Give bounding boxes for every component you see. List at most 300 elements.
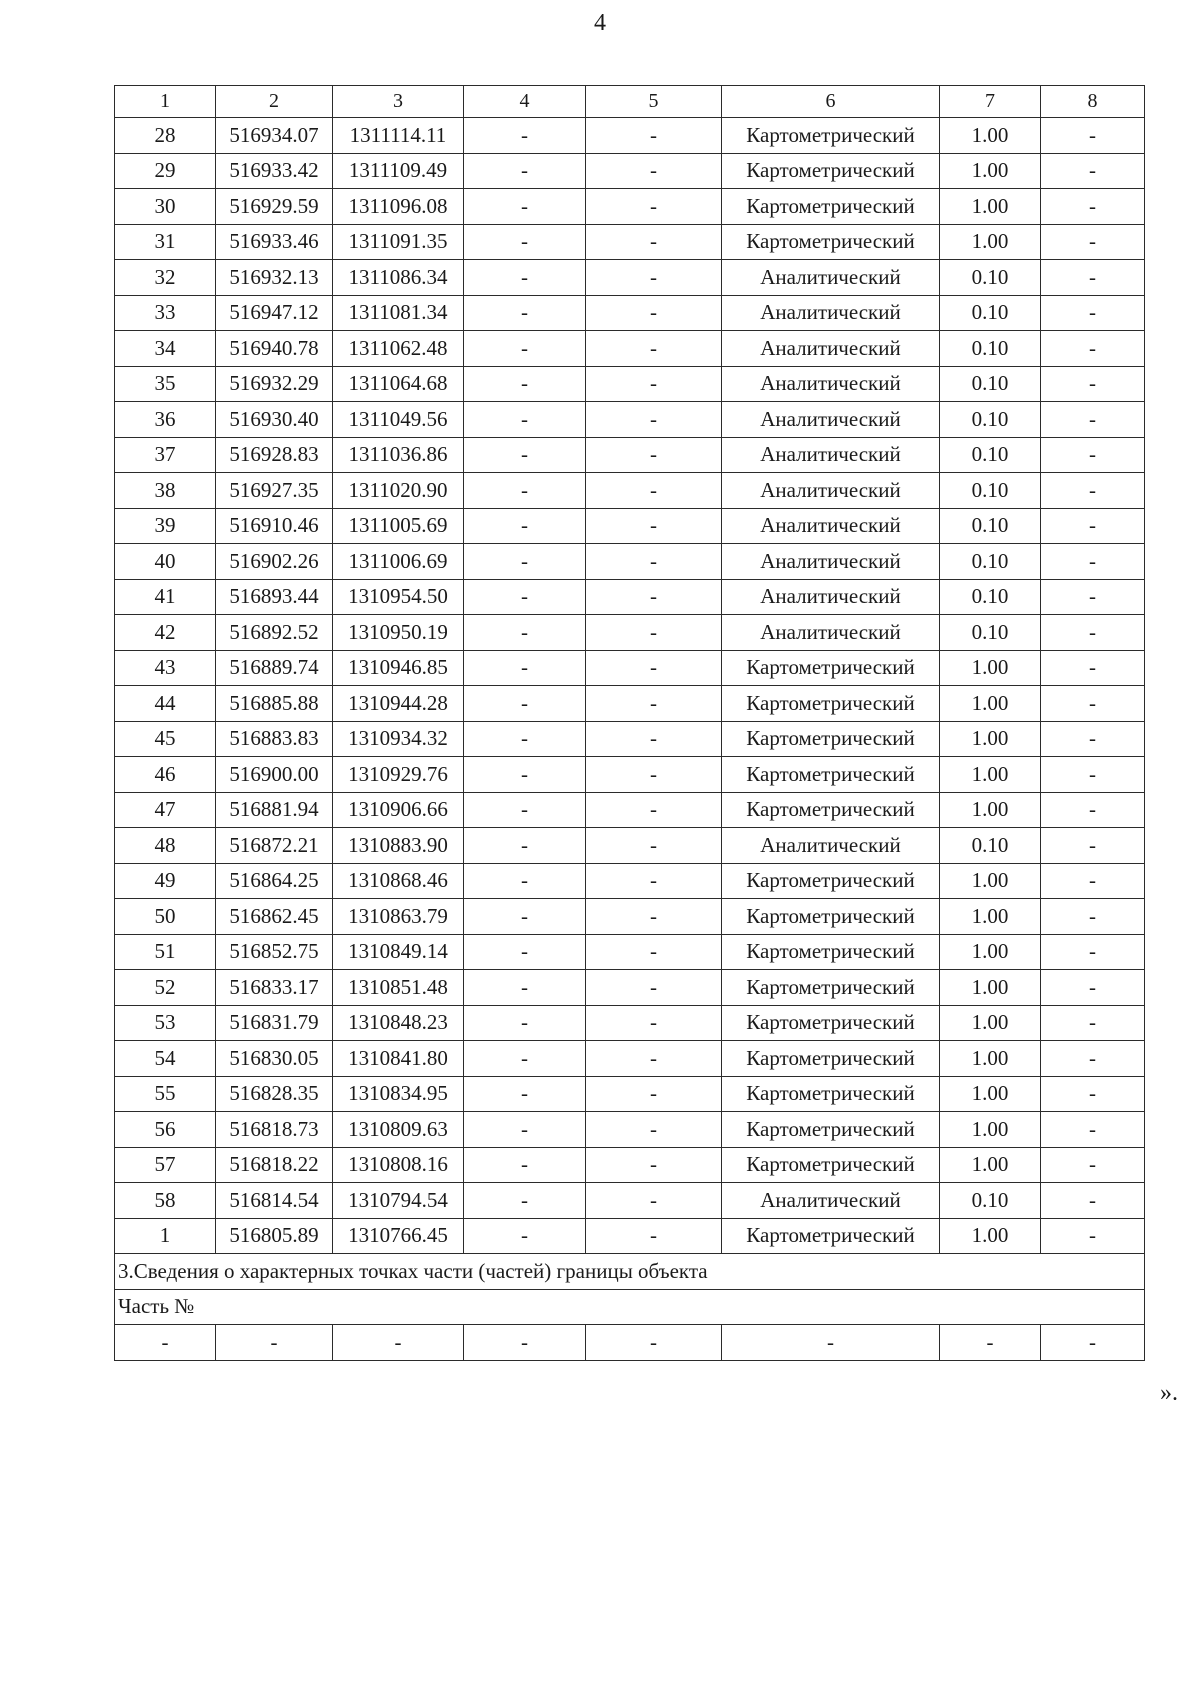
col-5-cell: - bbox=[586, 721, 722, 757]
col-5-cell: - bbox=[586, 899, 722, 935]
coord-x-cell: 516862.45 bbox=[216, 899, 333, 935]
col-5-cell: - bbox=[586, 579, 722, 615]
method-cell: Картометрический bbox=[722, 1041, 940, 1077]
table-row bbox=[115, 757, 1145, 793]
accuracy-cell: 0.10 bbox=[940, 473, 1041, 509]
accuracy-cell: 0.10 bbox=[940, 437, 1041, 473]
accuracy-cell: 0.10 bbox=[940, 579, 1041, 615]
accuracy-cell: 0.10 bbox=[940, 615, 1041, 651]
point-number-cell: 46 bbox=[115, 757, 216, 793]
col-4-cell: - bbox=[464, 1112, 586, 1148]
point-number-cell: 53 bbox=[115, 1005, 216, 1041]
column-header: 8 bbox=[1041, 86, 1145, 118]
col-5-cell: - bbox=[586, 1005, 722, 1041]
table-row bbox=[115, 260, 1145, 296]
point-number-cell: 41 bbox=[115, 579, 216, 615]
table-row bbox=[115, 1183, 1145, 1219]
method-cell: Картометрический bbox=[722, 792, 940, 828]
coord-y-cell: 1310934.32 bbox=[333, 721, 464, 757]
col-4-cell: - bbox=[464, 650, 586, 686]
method-cell: Аналитический bbox=[722, 828, 940, 864]
method-cell: Картометрический bbox=[722, 934, 940, 970]
col-5-cell: - bbox=[586, 260, 722, 296]
col-8-cell: - bbox=[1041, 473, 1145, 509]
table-row bbox=[115, 1041, 1145, 1077]
column-header: 6 bbox=[722, 86, 940, 118]
accuracy-cell: 0.10 bbox=[940, 508, 1041, 544]
coord-x-cell: 516892.52 bbox=[216, 615, 333, 651]
closing-quote-mark: ». bbox=[1160, 1380, 1178, 1406]
point-number-cell: 40 bbox=[115, 544, 216, 580]
coord-x-cell: 516929.59 bbox=[216, 189, 333, 225]
col-5-cell: - bbox=[586, 402, 722, 438]
point-number-cell: 50 bbox=[115, 899, 216, 935]
col-5-cell: - bbox=[586, 153, 722, 189]
col-5-cell: - bbox=[586, 1076, 722, 1112]
col-8-cell: - bbox=[1041, 224, 1145, 260]
col-5-cell: - bbox=[586, 224, 722, 260]
accuracy-cell: 0.10 bbox=[940, 366, 1041, 402]
accuracy-cell: 1.00 bbox=[940, 899, 1041, 935]
method-cell: Аналитический bbox=[722, 331, 940, 367]
accuracy-cell: 0.10 bbox=[940, 331, 1041, 367]
col-4-cell: - bbox=[464, 1147, 586, 1183]
coord-x-cell: 516910.46 bbox=[216, 508, 333, 544]
table-row bbox=[115, 118, 1145, 154]
empty-cell: - bbox=[940, 1325, 1041, 1361]
method-cell: Картометрический bbox=[722, 189, 940, 225]
accuracy-cell: 1.00 bbox=[940, 1076, 1041, 1112]
table-row bbox=[115, 473, 1145, 509]
header-row bbox=[115, 86, 1145, 118]
col-5-cell: - bbox=[586, 686, 722, 722]
point-number-cell: 35 bbox=[115, 366, 216, 402]
method-cell: Аналитический bbox=[722, 544, 940, 580]
col-8-cell: - bbox=[1041, 402, 1145, 438]
coord-x-cell: 516872.21 bbox=[216, 828, 333, 864]
col-4-cell: - bbox=[464, 863, 586, 899]
col-4-cell: - bbox=[464, 615, 586, 651]
coord-y-cell: 1311036.86 bbox=[333, 437, 464, 473]
point-number-cell: 32 bbox=[115, 260, 216, 296]
coord-y-cell: 1311062.48 bbox=[333, 331, 464, 367]
column-header: 5 bbox=[586, 86, 722, 118]
col-8-cell: - bbox=[1041, 189, 1145, 225]
coord-x-cell: 516833.17 bbox=[216, 970, 333, 1006]
coord-x-cell: 516933.46 bbox=[216, 224, 333, 260]
coord-y-cell: 1310841.80 bbox=[333, 1041, 464, 1077]
table-row bbox=[115, 863, 1145, 899]
table-row bbox=[115, 189, 1145, 225]
col-4-cell: - bbox=[464, 686, 586, 722]
accuracy-cell: 1.00 bbox=[940, 1218, 1041, 1254]
table-row bbox=[115, 686, 1145, 722]
col-5-cell: - bbox=[586, 331, 722, 367]
col-5-cell: - bbox=[586, 615, 722, 651]
col-4-cell: - bbox=[464, 899, 586, 935]
col-8-cell: - bbox=[1041, 153, 1145, 189]
coord-x-cell: 516934.07 bbox=[216, 118, 333, 154]
col-8-cell: - bbox=[1041, 1076, 1145, 1112]
col-4-cell: - bbox=[464, 1076, 586, 1112]
table-row bbox=[115, 508, 1145, 544]
method-cell: Картометрический bbox=[722, 1076, 940, 1112]
point-number-cell: 39 bbox=[115, 508, 216, 544]
col-8-cell: - bbox=[1041, 615, 1145, 651]
coord-y-cell: 1311114.11 bbox=[333, 118, 464, 154]
coord-y-cell: 1311005.69 bbox=[333, 508, 464, 544]
table-row bbox=[115, 899, 1145, 935]
accuracy-cell: 1.00 bbox=[940, 863, 1041, 899]
col-8-cell: - bbox=[1041, 1041, 1145, 1077]
page-number: 4 bbox=[594, 10, 606, 36]
accuracy-cell: 1.00 bbox=[940, 1147, 1041, 1183]
coord-x-cell: 516818.73 bbox=[216, 1112, 333, 1148]
coord-x-cell: 516830.05 bbox=[216, 1041, 333, 1077]
column-header: 3 bbox=[333, 86, 464, 118]
table-row bbox=[115, 828, 1145, 864]
col-4-cell: - bbox=[464, 579, 586, 615]
col-5-cell: - bbox=[586, 118, 722, 154]
accuracy-cell: 1.00 bbox=[940, 792, 1041, 828]
method-cell: Картометрический bbox=[722, 757, 940, 793]
coord-x-cell: 516932.13 bbox=[216, 260, 333, 296]
coord-x-cell: 516893.44 bbox=[216, 579, 333, 615]
coord-x-cell: 516900.00 bbox=[216, 757, 333, 793]
table-row bbox=[115, 224, 1145, 260]
accuracy-cell: 1.00 bbox=[940, 189, 1041, 225]
col-4-cell: - bbox=[464, 721, 586, 757]
col-4-cell: - bbox=[464, 295, 586, 331]
accuracy-cell: 1.00 bbox=[940, 686, 1041, 722]
coord-y-cell: 1310954.50 bbox=[333, 579, 464, 615]
col-8-cell: - bbox=[1041, 828, 1145, 864]
col-4-cell: - bbox=[464, 437, 586, 473]
table-row bbox=[115, 1076, 1145, 1112]
col-5-cell: - bbox=[586, 792, 722, 828]
coord-y-cell: 1311006.69 bbox=[333, 544, 464, 580]
col-4-cell: - bbox=[464, 402, 586, 438]
point-number-cell: 37 bbox=[115, 437, 216, 473]
accuracy-cell: 1.00 bbox=[940, 970, 1041, 1006]
table-row bbox=[115, 153, 1145, 189]
coord-y-cell: 1310950.19 bbox=[333, 615, 464, 651]
point-number-cell: 58 bbox=[115, 1183, 216, 1219]
accuracy-cell: 0.10 bbox=[940, 828, 1041, 864]
section-title: 3.Сведения о характерных точках части (частей) границы объекта bbox=[115, 1254, 1145, 1290]
col-8-cell: - bbox=[1041, 295, 1145, 331]
accuracy-cell: 1.00 bbox=[940, 757, 1041, 793]
col-5-cell: - bbox=[586, 544, 722, 580]
point-number-cell: 51 bbox=[115, 934, 216, 970]
point-number-cell: 49 bbox=[115, 863, 216, 899]
method-cell: Аналитический bbox=[722, 508, 940, 544]
col-8-cell: - bbox=[1041, 437, 1145, 473]
point-number-cell: 1 bbox=[115, 1218, 216, 1254]
method-cell: Картометрический bbox=[722, 1112, 940, 1148]
empty-cell: - bbox=[333, 1325, 464, 1361]
method-cell: Аналитический bbox=[722, 295, 940, 331]
table-row bbox=[115, 650, 1145, 686]
col-8-cell: - bbox=[1041, 721, 1145, 757]
method-cell: Картометрический bbox=[722, 970, 940, 1006]
coord-x-cell: 516928.83 bbox=[216, 437, 333, 473]
coord-y-cell: 1310809.63 bbox=[333, 1112, 464, 1148]
accuracy-cell: 0.10 bbox=[940, 1183, 1041, 1219]
col-5-cell: - bbox=[586, 189, 722, 225]
empty-cell: - bbox=[216, 1325, 333, 1361]
col-8-cell: - bbox=[1041, 863, 1145, 899]
table-row bbox=[115, 402, 1145, 438]
col-8-cell: - bbox=[1041, 118, 1145, 154]
column-header: 7 bbox=[940, 86, 1041, 118]
coord-x-cell: 516927.35 bbox=[216, 473, 333, 509]
point-number-cell: 45 bbox=[115, 721, 216, 757]
col-5-cell: - bbox=[586, 295, 722, 331]
point-number-cell: 44 bbox=[115, 686, 216, 722]
coord-y-cell: 1310794.54 bbox=[333, 1183, 464, 1219]
col-4-cell: - bbox=[464, 828, 586, 864]
point-number-cell: 36 bbox=[115, 402, 216, 438]
table-row bbox=[115, 721, 1145, 757]
point-number-cell: 43 bbox=[115, 650, 216, 686]
coord-x-cell: 516940.78 bbox=[216, 331, 333, 367]
method-cell: Аналитический bbox=[722, 579, 940, 615]
method-cell: Аналитический bbox=[722, 473, 940, 509]
col-5-cell: - bbox=[586, 828, 722, 864]
accuracy-cell: 0.10 bbox=[940, 544, 1041, 580]
table-row bbox=[115, 366, 1145, 402]
coord-y-cell: 1310929.76 bbox=[333, 757, 464, 793]
col-4-cell: - bbox=[464, 970, 586, 1006]
method-cell: Картометрический bbox=[722, 118, 940, 154]
accuracy-cell: 0.10 bbox=[940, 295, 1041, 331]
col-4-cell: - bbox=[464, 544, 586, 580]
col-8-cell: - bbox=[1041, 1112, 1145, 1148]
coord-x-cell: 516852.75 bbox=[216, 934, 333, 970]
method-cell: Картометрический bbox=[722, 686, 940, 722]
col-4-cell: - bbox=[464, 189, 586, 225]
col-5-cell: - bbox=[586, 757, 722, 793]
col-4-cell: - bbox=[464, 1041, 586, 1077]
coord-x-cell: 516889.74 bbox=[216, 650, 333, 686]
accuracy-cell: 1.00 bbox=[940, 1005, 1041, 1041]
col-8-cell: - bbox=[1041, 650, 1145, 686]
coord-y-cell: 1310834.95 bbox=[333, 1076, 464, 1112]
col-8-cell: - bbox=[1041, 934, 1145, 970]
empty-part-row bbox=[115, 1325, 1145, 1361]
part-label-row bbox=[115, 1289, 1145, 1325]
table-row bbox=[115, 792, 1145, 828]
accuracy-cell: 1.00 bbox=[940, 1112, 1041, 1148]
coord-y-cell: 1310863.79 bbox=[333, 899, 464, 935]
coord-x-cell: 516864.25 bbox=[216, 863, 333, 899]
point-number-cell: 34 bbox=[115, 331, 216, 367]
table-row bbox=[115, 970, 1145, 1006]
col-4-cell: - bbox=[464, 792, 586, 828]
method-cell: Аналитический bbox=[722, 1183, 940, 1219]
col-8-cell: - bbox=[1041, 970, 1145, 1006]
column-header: 2 bbox=[216, 86, 333, 118]
coord-x-cell: 516930.40 bbox=[216, 402, 333, 438]
coord-y-cell: 1310849.14 bbox=[333, 934, 464, 970]
table-row bbox=[115, 295, 1145, 331]
col-5-cell: - bbox=[586, 1147, 722, 1183]
point-number-cell: 42 bbox=[115, 615, 216, 651]
point-number-cell: 47 bbox=[115, 792, 216, 828]
col-8-cell: - bbox=[1041, 366, 1145, 402]
point-number-cell: 33 bbox=[115, 295, 216, 331]
coord-y-cell: 1310848.23 bbox=[333, 1005, 464, 1041]
point-number-cell: 56 bbox=[115, 1112, 216, 1148]
coord-y-cell: 1310946.85 bbox=[333, 650, 464, 686]
method-cell: Картометрический bbox=[722, 899, 940, 935]
accuracy-cell: 1.00 bbox=[940, 153, 1041, 189]
coord-x-cell: 516881.94 bbox=[216, 792, 333, 828]
table-row bbox=[115, 1218, 1145, 1254]
empty-cell: - bbox=[464, 1325, 586, 1361]
coord-x-cell: 516805.89 bbox=[216, 1218, 333, 1254]
method-cell: Картометрический bbox=[722, 1147, 940, 1183]
accuracy-cell: 1.00 bbox=[940, 224, 1041, 260]
col-4-cell: - bbox=[464, 260, 586, 296]
coord-y-cell: 1311064.68 bbox=[333, 366, 464, 402]
empty-cell: - bbox=[115, 1325, 216, 1361]
col-5-cell: - bbox=[586, 1218, 722, 1254]
col-8-cell: - bbox=[1041, 757, 1145, 793]
point-number-cell: 52 bbox=[115, 970, 216, 1006]
col-4-cell: - bbox=[464, 224, 586, 260]
method-cell: Картометрический bbox=[722, 1005, 940, 1041]
point-number-cell: 38 bbox=[115, 473, 216, 509]
coord-y-cell: 1310808.16 bbox=[333, 1147, 464, 1183]
col-8-cell: - bbox=[1041, 260, 1145, 296]
coord-y-cell: 1310851.48 bbox=[333, 970, 464, 1006]
coord-y-cell: 1310944.28 bbox=[333, 686, 464, 722]
col-4-cell: - bbox=[464, 118, 586, 154]
col-5-cell: - bbox=[586, 508, 722, 544]
method-cell: Картометрический bbox=[722, 650, 940, 686]
col-8-cell: - bbox=[1041, 544, 1145, 580]
point-number-cell: 55 bbox=[115, 1076, 216, 1112]
accuracy-cell: 1.00 bbox=[940, 118, 1041, 154]
coord-x-cell: 516828.35 bbox=[216, 1076, 333, 1112]
column-header: 4 bbox=[464, 86, 586, 118]
point-number-cell: 28 bbox=[115, 118, 216, 154]
col-5-cell: - bbox=[586, 1183, 722, 1219]
empty-cell: - bbox=[586, 1325, 722, 1361]
coord-y-cell: 1311081.34 bbox=[333, 295, 464, 331]
col-4-cell: - bbox=[464, 934, 586, 970]
method-cell: Аналитический bbox=[722, 366, 940, 402]
coord-x-cell: 516902.26 bbox=[216, 544, 333, 580]
coord-x-cell: 516814.54 bbox=[216, 1183, 333, 1219]
col-4-cell: - bbox=[464, 1005, 586, 1041]
col-5-cell: - bbox=[586, 970, 722, 1006]
table-body bbox=[115, 86, 1145, 1361]
method-cell: Аналитический bbox=[722, 260, 940, 296]
col-4-cell: - bbox=[464, 757, 586, 793]
coord-x-cell: 516932.29 bbox=[216, 366, 333, 402]
table-row bbox=[115, 544, 1145, 580]
col-4-cell: - bbox=[464, 366, 586, 402]
coord-x-cell: 516947.12 bbox=[216, 295, 333, 331]
table-row bbox=[115, 437, 1145, 473]
col-8-cell: - bbox=[1041, 331, 1145, 367]
table-row bbox=[115, 615, 1145, 651]
point-number-cell: 57 bbox=[115, 1147, 216, 1183]
empty-cell: - bbox=[1041, 1325, 1145, 1361]
col-8-cell: - bbox=[1041, 899, 1145, 935]
col-5-cell: - bbox=[586, 1041, 722, 1077]
coord-x-cell: 516933.42 bbox=[216, 153, 333, 189]
point-number-cell: 29 bbox=[115, 153, 216, 189]
col-4-cell: - bbox=[464, 153, 586, 189]
coord-y-cell: 1310883.90 bbox=[333, 828, 464, 864]
accuracy-cell: 1.00 bbox=[940, 650, 1041, 686]
coord-y-cell: 1311091.35 bbox=[333, 224, 464, 260]
col-5-cell: - bbox=[586, 650, 722, 686]
point-number-cell: 30 bbox=[115, 189, 216, 225]
point-number-cell: 31 bbox=[115, 224, 216, 260]
method-cell: Картометрический bbox=[722, 863, 940, 899]
col-4-cell: - bbox=[464, 1218, 586, 1254]
col-5-cell: - bbox=[586, 437, 722, 473]
col-4-cell: - bbox=[464, 473, 586, 509]
table-row bbox=[115, 331, 1145, 367]
col-8-cell: - bbox=[1041, 792, 1145, 828]
method-cell: Картометрический bbox=[722, 153, 940, 189]
col-5-cell: - bbox=[586, 1112, 722, 1148]
col-8-cell: - bbox=[1041, 579, 1145, 615]
method-cell: Аналитический bbox=[722, 402, 940, 438]
coord-y-cell: 1310766.45 bbox=[333, 1218, 464, 1254]
point-number-cell: 48 bbox=[115, 828, 216, 864]
coord-x-cell: 516831.79 bbox=[216, 1005, 333, 1041]
method-cell: Аналитический bbox=[722, 615, 940, 651]
coord-y-cell: 1311096.08 bbox=[333, 189, 464, 225]
col-5-cell: - bbox=[586, 366, 722, 402]
accuracy-cell: 1.00 bbox=[940, 1041, 1041, 1077]
accuracy-cell: 0.10 bbox=[940, 402, 1041, 438]
col-8-cell: - bbox=[1041, 686, 1145, 722]
col-8-cell: - bbox=[1041, 1183, 1145, 1219]
col-8-cell: - bbox=[1041, 1005, 1145, 1041]
method-cell: Картометрический bbox=[722, 721, 940, 757]
coord-y-cell: 1311086.34 bbox=[333, 260, 464, 296]
point-number-cell: 54 bbox=[115, 1041, 216, 1077]
coord-y-cell: 1311020.90 bbox=[333, 473, 464, 509]
coord-x-cell: 516883.83 bbox=[216, 721, 333, 757]
coord-y-cell: 1311109.49 bbox=[333, 153, 464, 189]
empty-cell: - bbox=[722, 1325, 940, 1361]
col-4-cell: - bbox=[464, 331, 586, 367]
method-cell: Картометрический bbox=[722, 1218, 940, 1254]
col-5-cell: - bbox=[586, 473, 722, 509]
accuracy-cell: 1.00 bbox=[940, 721, 1041, 757]
method-cell: Аналитический bbox=[722, 437, 940, 473]
coord-y-cell: 1310906.66 bbox=[333, 792, 464, 828]
coord-y-cell: 1311049.56 bbox=[333, 402, 464, 438]
col-8-cell: - bbox=[1041, 1147, 1145, 1183]
accuracy-cell: 0.10 bbox=[940, 260, 1041, 296]
col-8-cell: - bbox=[1041, 508, 1145, 544]
col-5-cell: - bbox=[586, 934, 722, 970]
method-cell: Картометрический bbox=[722, 224, 940, 260]
section-title-row bbox=[115, 1254, 1145, 1290]
col-8-cell: - bbox=[1041, 1218, 1145, 1254]
column-header: 1 bbox=[115, 86, 216, 118]
